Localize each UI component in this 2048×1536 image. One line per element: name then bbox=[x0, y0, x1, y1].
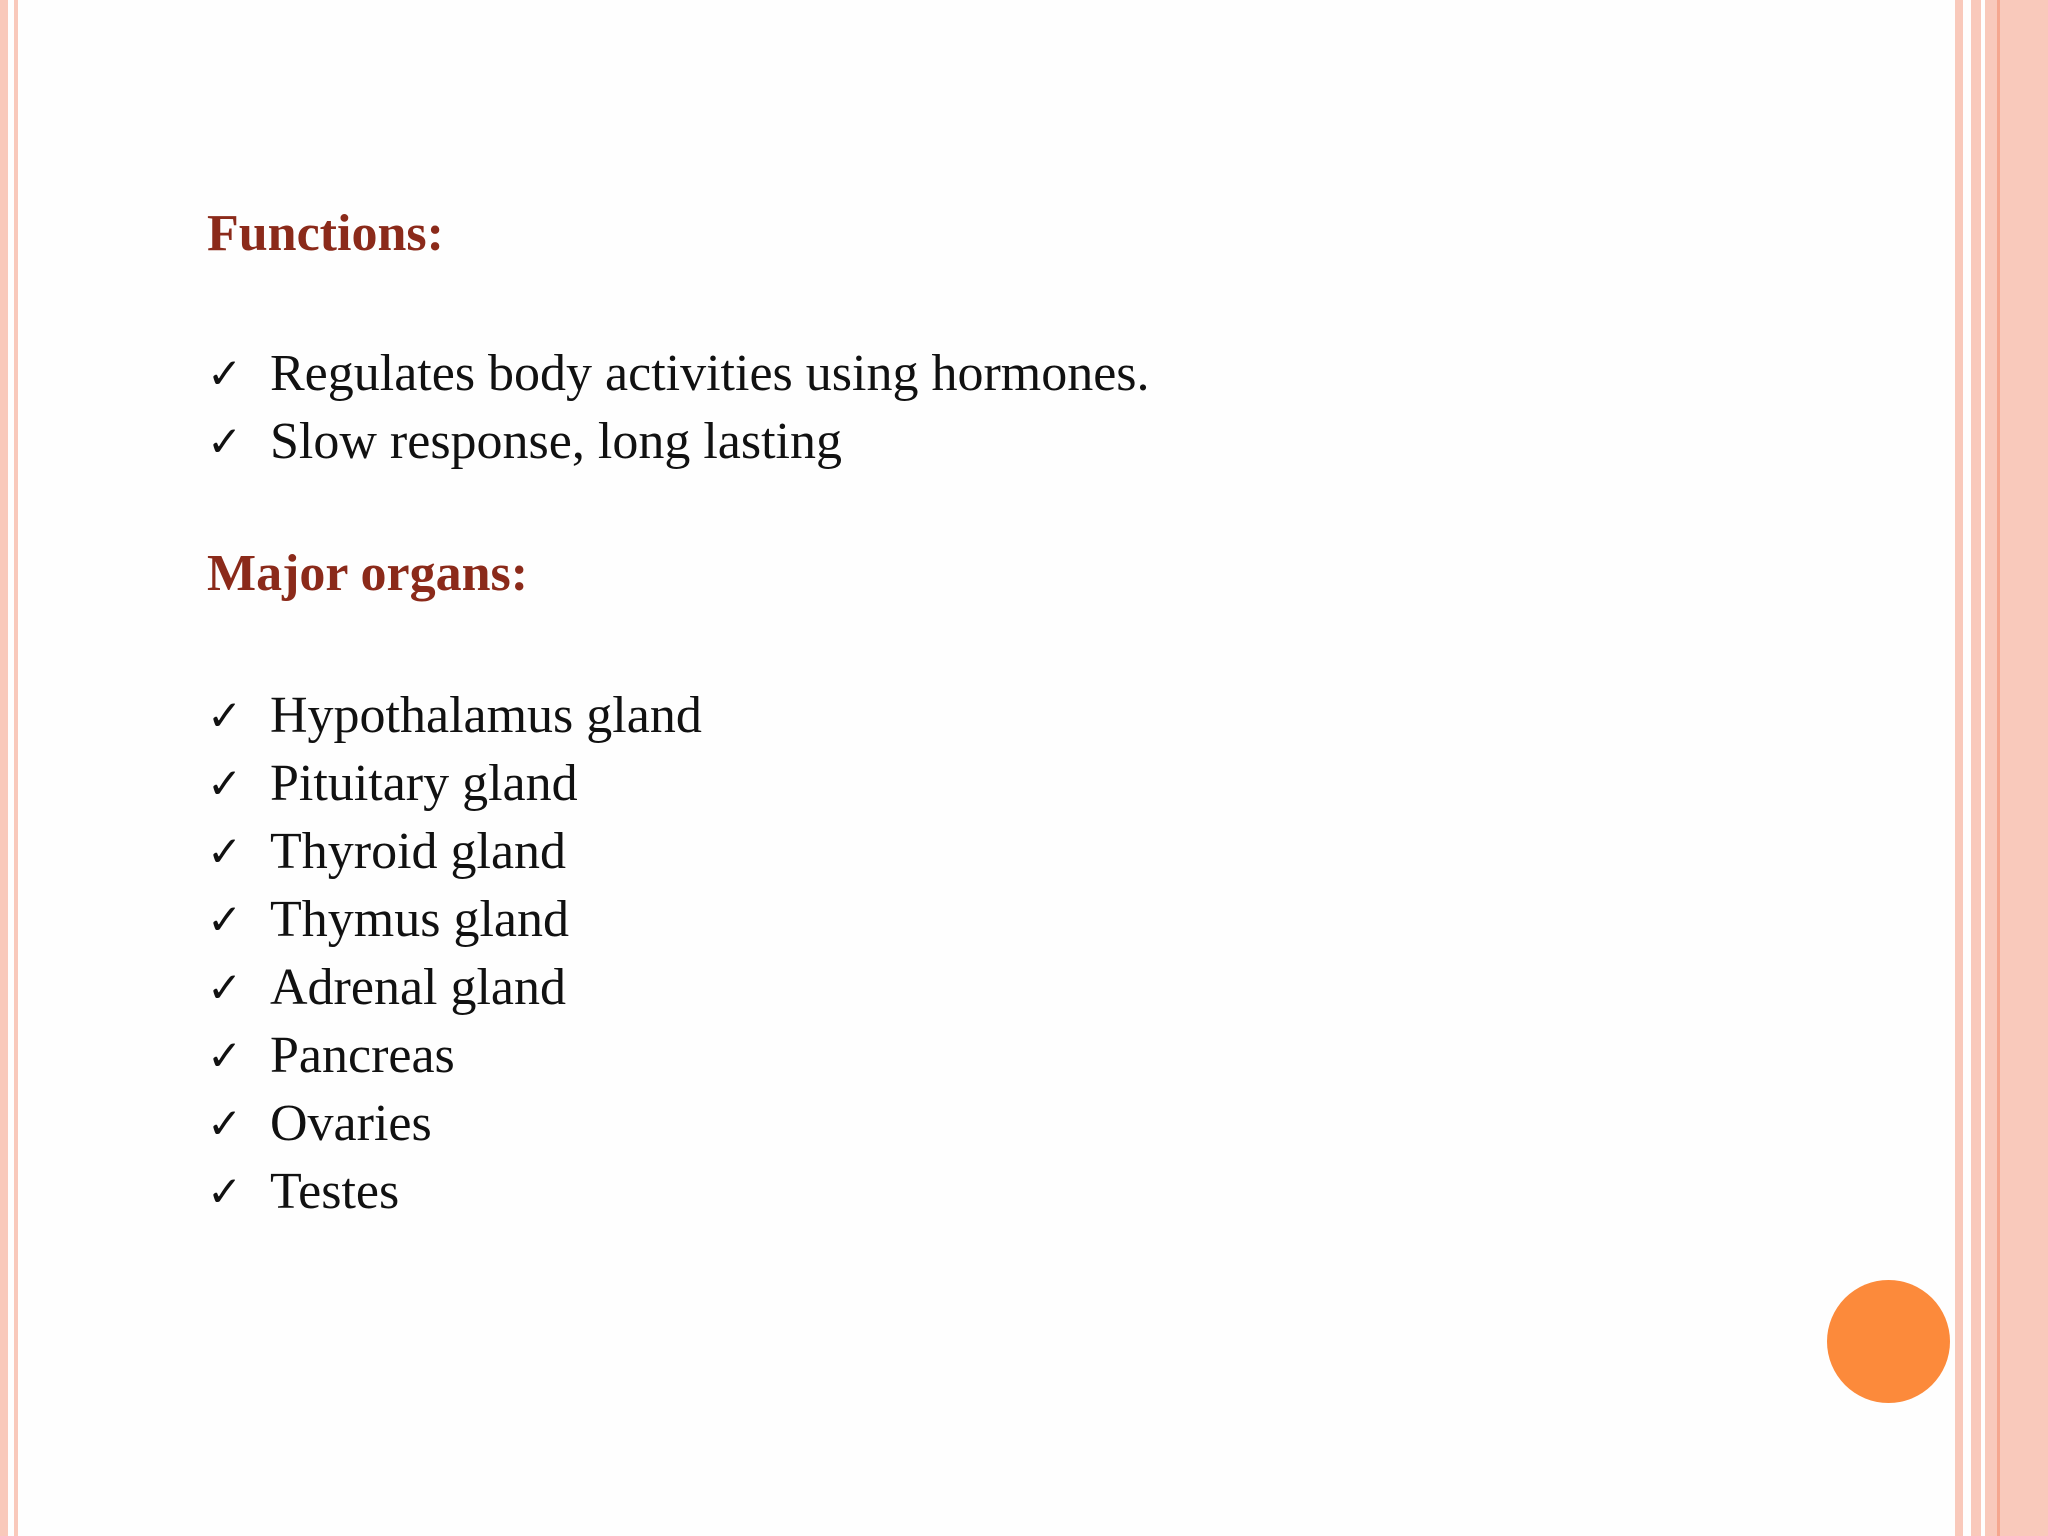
checkmark-icon: ✓ bbox=[207, 1031, 243, 1080]
list-item bbox=[207, 340, 1907, 408]
checkmark-icon: ✓ bbox=[207, 1167, 243, 1216]
right-border-stripe bbox=[1955, 0, 1963, 1536]
right-border-stripe bbox=[1971, 0, 1981, 1536]
checkmark-icon: ✓ bbox=[207, 1099, 243, 1148]
list-item bbox=[207, 954, 1907, 1022]
list-item bbox=[207, 818, 1907, 886]
left-border-stripe bbox=[14, 0, 18, 1536]
list-item-text: Ovaries bbox=[270, 1095, 432, 1152]
list-item-text: Regulates body activities using hormones. bbox=[270, 345, 1150, 402]
left-decorative-border bbox=[0, 0, 24, 1536]
right-border-stripe bbox=[2000, 0, 2048, 1536]
organs-heading: Major organs: bbox=[207, 545, 529, 602]
list-item bbox=[207, 750, 1907, 818]
list-item bbox=[207, 1022, 1907, 1090]
list-item-text: Slow response, long lasting bbox=[270, 413, 842, 470]
list-item-text: Testes bbox=[270, 1163, 400, 1220]
functions-list bbox=[207, 340, 1907, 476]
list-item-text: Pituitary gland bbox=[270, 755, 578, 812]
checkmark-icon: ✓ bbox=[207, 963, 243, 1012]
list-item-text: Thyroid gland bbox=[270, 823, 567, 880]
checkmark-icon: ✓ bbox=[207, 895, 243, 944]
list-item bbox=[207, 408, 1907, 476]
list-item bbox=[207, 682, 1907, 750]
right-border-stripe bbox=[1985, 0, 1997, 1536]
left-border-stripe bbox=[0, 0, 8, 1536]
checkmark-icon: ✓ bbox=[207, 827, 243, 876]
list-item bbox=[207, 886, 1907, 954]
checkmark-icon: ✓ bbox=[207, 349, 243, 398]
list-item-text: Pancreas bbox=[270, 1027, 455, 1084]
list-item bbox=[207, 1158, 1907, 1226]
list-item-text: Hypothalamus gland bbox=[270, 687, 702, 744]
list-item-text: Thymus gland bbox=[270, 891, 569, 948]
slide-content bbox=[207, 190, 1907, 1226]
functions-heading: Functions: bbox=[207, 205, 444, 262]
list-item-text: Adrenal gland bbox=[270, 959, 567, 1016]
right-decorative-border bbox=[1955, 0, 2048, 1536]
list-item bbox=[207, 1090, 1907, 1158]
decorative-orange-circle bbox=[1827, 1280, 1950, 1403]
checkmark-icon: ✓ bbox=[207, 691, 243, 740]
organs-list bbox=[207, 682, 1907, 1226]
checkmark-icon: ✓ bbox=[207, 417, 243, 466]
checkmark-icon: ✓ bbox=[207, 759, 243, 808]
